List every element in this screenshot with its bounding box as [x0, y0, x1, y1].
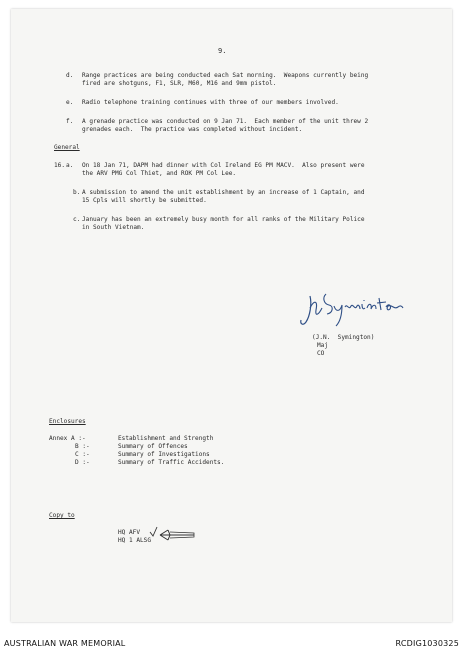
item-f-line-1: A grenade practice was conducted on 9 Jan 71. Each member of the unit threw 2 [82, 118, 369, 125]
archive-footer [0, 630, 463, 654]
handwritten-signature [296, 290, 406, 336]
item-label-e: e. [66, 99, 74, 106]
annex-d-label: D :- [75, 459, 90, 466]
annex-c-label: C :- [75, 451, 90, 458]
item-d-line-2: fired are shotguns, F1, SLR, M60, M16 and 9mm pistol. [82, 80, 277, 87]
item-d-line-1: Range practices are being conducted each Sat morning. Weapons currently being [82, 72, 369, 79]
general-b-line-2: 15 Cpls will shortly be submitted. [82, 197, 207, 204]
general-a-line-2: the ARV PMG Col Thiet, and ROK PM Col Lee. [82, 170, 237, 177]
para-number: 16. [54, 162, 66, 169]
footer-record-id: RCDIG1030325 [395, 639, 459, 648]
item-f-line-2: grenades each. The practice was completed without incident. [82, 126, 303, 133]
signature-rank: Maj [317, 342, 329, 349]
general-label-a: a. [66, 162, 74, 169]
annex-b-text: Summary of Offences [118, 443, 188, 450]
copy-recipient-2: HQ 1 ALSG [118, 537, 152, 544]
general-b-line-1: A submission to amend the unit establishment by an increase of 1 Captain, and [82, 189, 365, 196]
signature-appointment: CO [317, 350, 325, 357]
copy-to-heading: Copy to [49, 512, 75, 519]
annex-a-text: Establishment and Strength [118, 435, 214, 442]
general-label-b: b. [73, 189, 81, 196]
general-c-line-2: in South Vietnam. [82, 224, 145, 231]
annex-a-label: Annex A :- [49, 435, 86, 442]
enclosures-heading: Enclosures [49, 418, 86, 425]
general-label-c: c. [73, 216, 81, 223]
general-heading: General [54, 144, 80, 151]
item-e-line-1: Radio telephone training continues with three of our members involved. [82, 99, 339, 106]
footer-source: AUSTRALIAN WAR MEMORIAL [4, 639, 126, 648]
page-number: 9. [218, 47, 227, 55]
general-c-line-1: January has been an extremely busy month for all ranks of the Military Police [82, 216, 365, 223]
item-label-f: f. [66, 118, 74, 125]
handwritten-tick-arrow [148, 526, 198, 546]
item-label-d: d. [66, 72, 74, 79]
annex-d-text: Summary of Traffic Accidents. [118, 459, 225, 466]
copy-recipient-1: HQ AFV [118, 529, 141, 536]
general-a-line-1: On 18 Jan 71, DAPM had dinner with Col Ireland EG PM MACV. Also present were [82, 162, 365, 169]
annex-c-text: Summary of Investigations [118, 451, 210, 458]
annex-b-label: B :- [75, 443, 90, 450]
signature-name: (J.N. Symington) [312, 334, 375, 341]
